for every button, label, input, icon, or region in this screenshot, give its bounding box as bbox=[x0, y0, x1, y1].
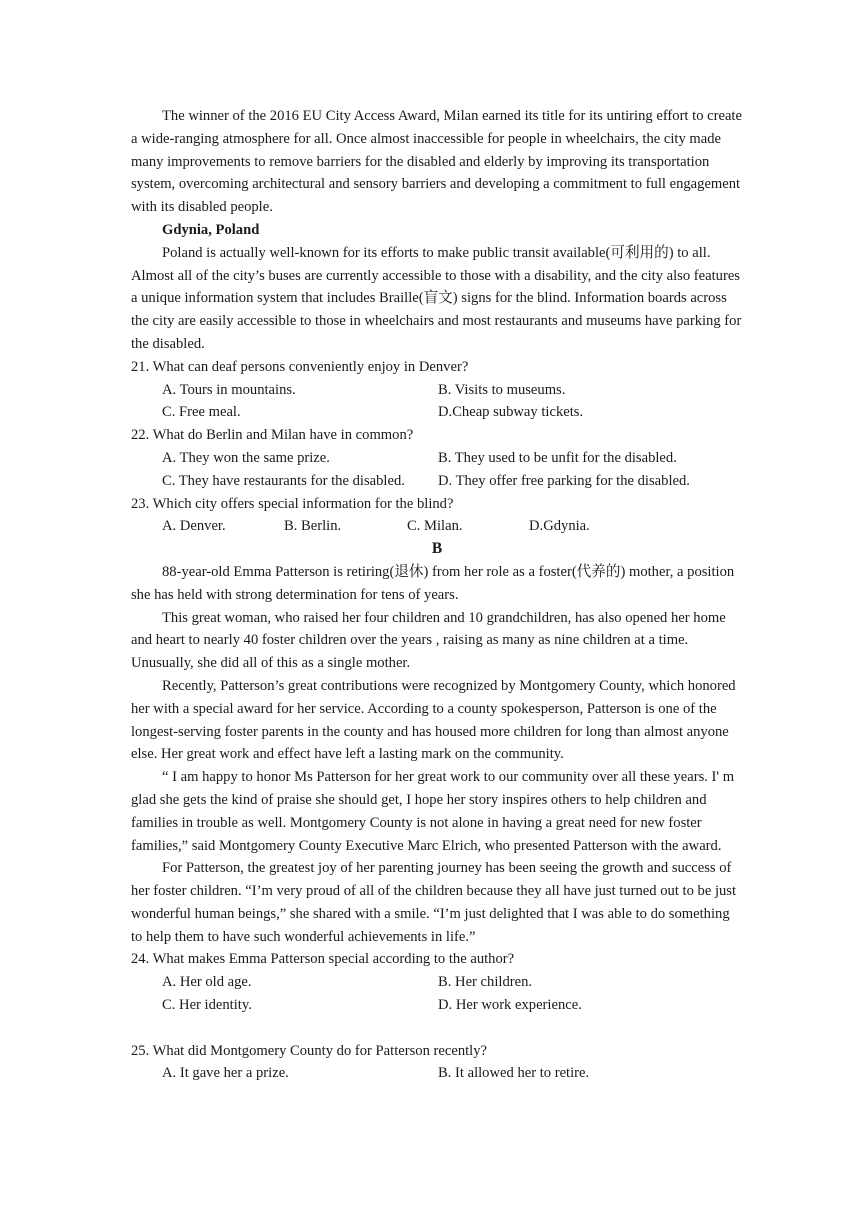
option-d: D. Her work experience. bbox=[438, 997, 582, 1014]
option-d: D. They offer free parking for the disabled. bbox=[438, 472, 690, 489]
option-b: B. Her children. bbox=[438, 974, 533, 991]
option-a: A. Denver. bbox=[162, 518, 226, 535]
option-b: B. They used to be unfit for the disabled. bbox=[438, 449, 677, 466]
exam-page bbox=[131, 105, 743, 1085]
question-23 bbox=[131, 493, 743, 539]
gdynia-paragraph: Poland is actually well-known for its efforts to make public transit available(可利用的) to all. Almost all of the city’s buses are currently accessible to those with a disability, and the city also features a unique information system that includes Braille(盲文) signs for the blind. Information boards across the city are easily accessible to those in wheelchairs and most restaurants and museums have parking for the disabled. bbox=[131, 244, 742, 352]
question-stem: 25. What did Montgomery County do for Patterson recently? bbox=[131, 1042, 487, 1059]
option-c: C. Her identity. bbox=[162, 997, 252, 1014]
options bbox=[131, 971, 743, 1017]
question-25 bbox=[131, 1040, 743, 1086]
passage-b-paragraph-3: Recently, Patterson’s great contributions were recognized by Montgomery County, which honored her with a special award for her service. According to a county spokesperson, Patterson is one of the longest-serving foster parents in the county and has housed more children for long than almost anyone else. Her great work and effect have left a lasting mark on the community. bbox=[131, 677, 736, 763]
option-c: C. Milan. bbox=[407, 518, 463, 535]
option-a: A. They won the same prize. bbox=[162, 449, 330, 466]
option-d: D.Cheap subway tickets. bbox=[438, 404, 584, 421]
passage-b-paragraph-4: “ I am happy to honor Ms Patterson for her great work to our community over all these years. I' m glad she gets the kind of praise she should get, I hope her story inspires others to help children and families in trouble as well. Montgomery County is not alone in having a great need for new foster families,” said Montgomery County Executive Marc Elrich, who presented Patterson with the award. bbox=[131, 769, 735, 854]
option-c: C. They have restaurants for the disabled. bbox=[162, 472, 405, 489]
option-a: A. It gave her a prize. bbox=[162, 1065, 289, 1082]
question-22 bbox=[131, 424, 743, 492]
question-stem: 21. What can deaf persons conveniently enjoy in Denver? bbox=[131, 358, 469, 375]
options bbox=[131, 515, 743, 538]
question-stem: 24. What makes Emma Patterson special according to the author? bbox=[131, 951, 515, 968]
passage-b-paragraph-1: 88-year-old Emma Patterson is retiring(退休) from her role as a foster(代养的) mother, a position she has held with strong determination for tens of years. bbox=[131, 563, 735, 603]
option-c: C. Free meal. bbox=[162, 404, 241, 421]
question-21 bbox=[131, 356, 743, 424]
question-stem: 23. Which city offers special information for the blind? bbox=[131, 495, 454, 512]
option-b: B. Visits to museums. bbox=[438, 381, 566, 398]
option-d: D.Gdynia. bbox=[529, 518, 590, 535]
question-stem: 22. What do Berlin and Milan have in common? bbox=[131, 427, 414, 444]
options bbox=[131, 1062, 743, 1085]
question-24 bbox=[131, 948, 743, 1016]
options bbox=[131, 379, 743, 425]
milan-paragraph: The winner of the 2016 EU City Access Award, Milan earned its title for its untiring effort to create a wide-ranging atmosphere for all. Once almost inaccessible for people in wheelchairs, the city made many improvements to remove barriers for the disabled and elderly by improving its transportation system, overcoming architectural and sensory barriers and developing a commitment to full engagement with its disabled people. bbox=[131, 108, 742, 216]
passage-b-paragraph-5: For Patterson, the greatest joy of her parenting journey has been seeing the growth and success of her foster children. “I’m very proud of all of the children because they all have just turned out to be just wonderful human beings,” she shared with a smile. “I’m just delighted that I was able to do something to help them to have such wonderful achievements in life.” bbox=[131, 860, 737, 945]
option-a: A. Tours in mountains. bbox=[162, 381, 296, 398]
option-b: B. Berlin. bbox=[284, 518, 342, 535]
gdynia-heading: Gdynia, Poland bbox=[162, 221, 260, 238]
option-b: B. It allowed her to retire. bbox=[438, 1065, 590, 1082]
option-a: A. Her old age. bbox=[162, 974, 252, 991]
spacer bbox=[131, 1017, 743, 1040]
passage-b-paragraph-2: This great woman, who raised her four children and 10 grandchildren, has also opened her home and heart to nearly 40 foster children over the years , raising as many as nine children at a time. Unusually, she did all of this as a single mother. bbox=[131, 609, 726, 672]
options bbox=[131, 447, 743, 493]
section-b-label: B bbox=[431, 540, 443, 558]
